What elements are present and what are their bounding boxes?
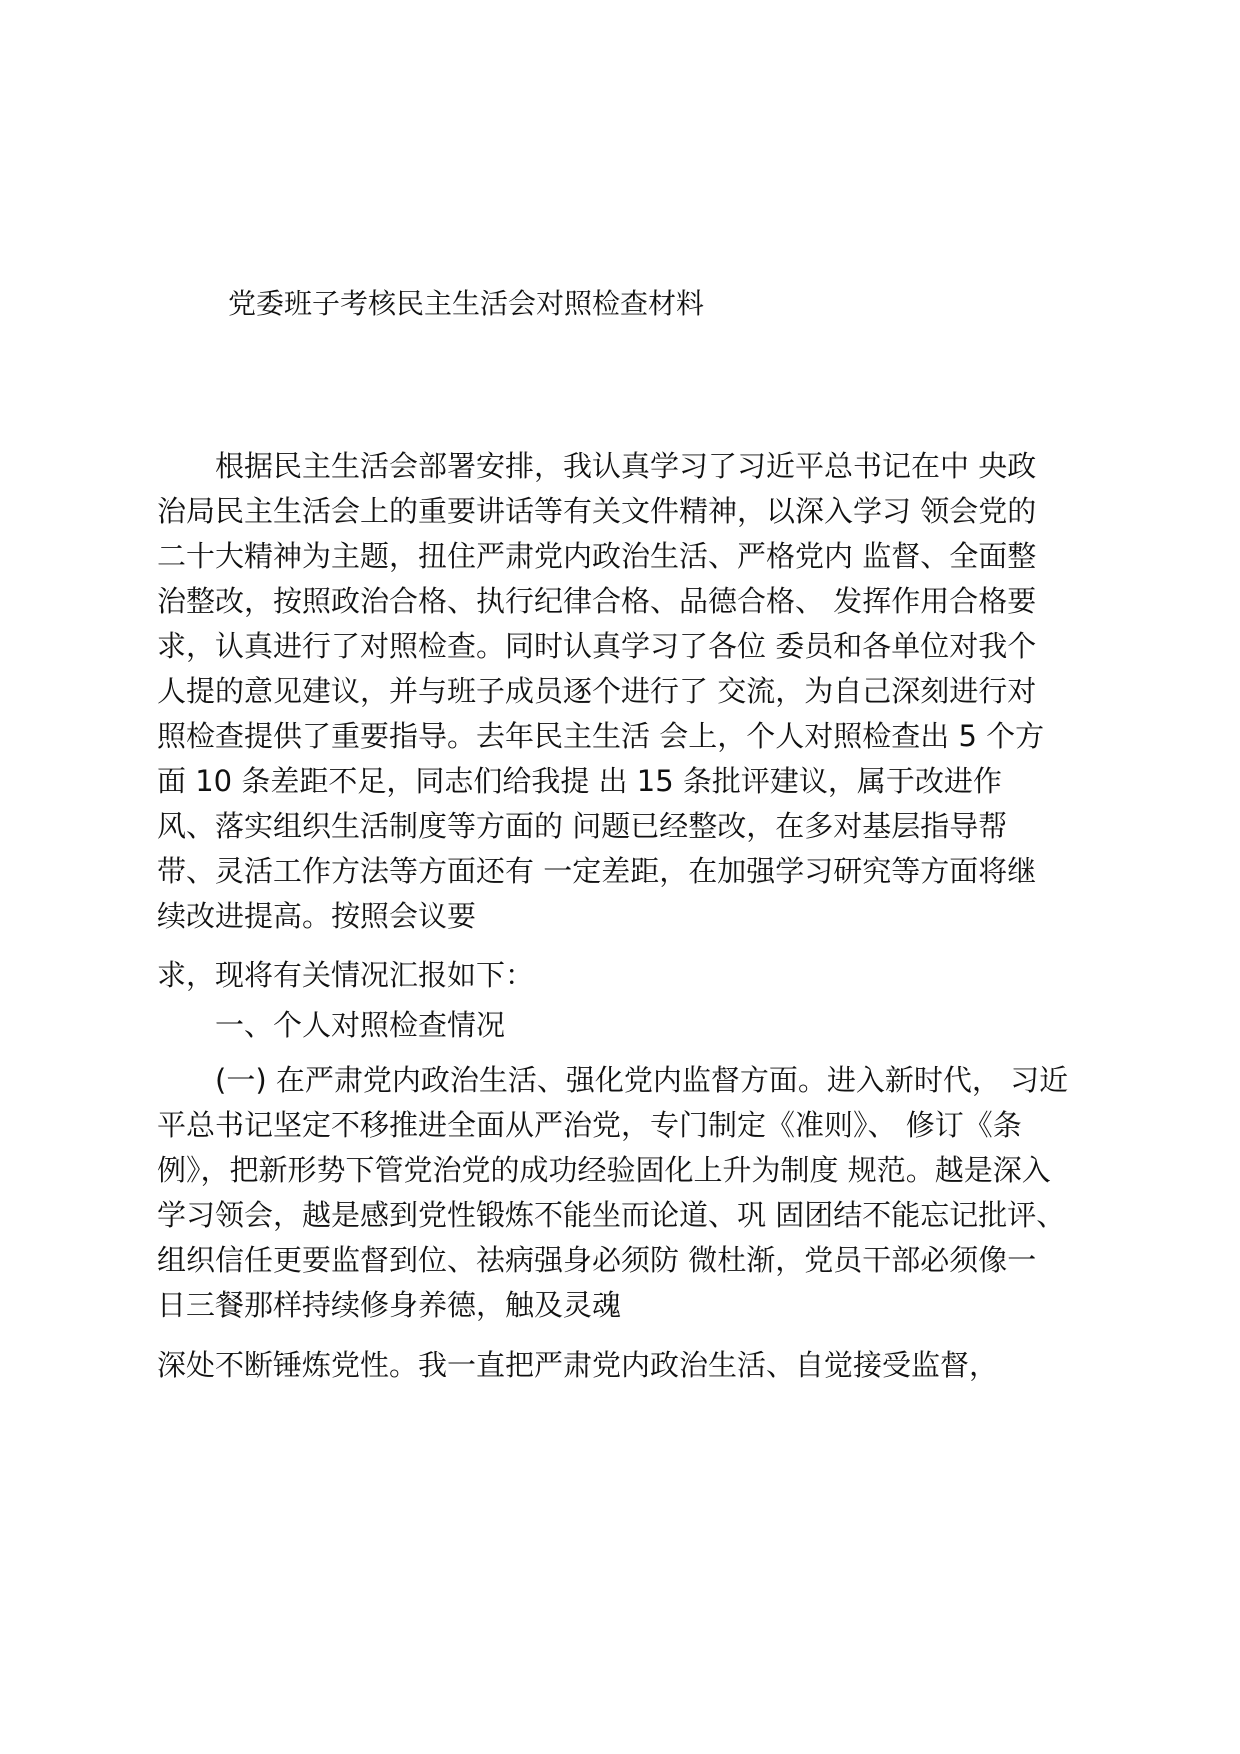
paragraph-line: (一) 在严肃党内政治生活、强化党内监督方面。进入新时代， 习近 [157, 1063, 1069, 1097]
paragraph-line: 学习领会，越是感到党性锻炼不能坐而论道、巩 固团结不能忘记批评、 [157, 1198, 1066, 1232]
paragraph-line: 二十大精神为主题，扭住严肃党内政治生活、严格党内 监督、全面整 [157, 539, 1037, 573]
paragraph-line: 续改进提高。按照会议要 [157, 899, 477, 933]
document-title: 党委班子考核民主生活会对照检查材料 [228, 287, 705, 320]
paragraph-line: 深处不断锤炼党性。我一直把严肃党内政治生活、自觉接受监督， [157, 1348, 999, 1382]
paragraph-line: 人提的意见建议，并与班子成员逐个进行了 交流，为自己深刻进行对 [157, 674, 1037, 708]
paragraph-line: 求，认真进行了对照检查。同时认真学习了各位 委员和各单位对我个 [157, 629, 1037, 663]
paragraph-line: 带、灵活工作方法等方面还有 一定差距，在加强学习研究等方面将继 [157, 854, 1037, 888]
paragraph-line: 面 10 条差距不足，同志们给我提 出 15 条批评建议，属于改进作 [157, 764, 1002, 798]
paragraph-line: 日三餐那样持续修身养德，触及灵魂 [157, 1288, 622, 1322]
section-heading: 一、个人对照检查情况 [157, 1008, 506, 1042]
paragraph-line: 求，现将有关情况汇报如下： [157, 958, 535, 992]
paragraph-line: 治局民主生活会上的重要讲话等有关文件精神，以深入学习 领会党的 [157, 494, 1037, 528]
paragraph-line: 平总书记坚定不移推进全面从严治党，专门制定《准则》、 修订《条 [157, 1108, 1022, 1142]
paragraph-line: 根据民主生活会部署安排，我认真学习了习近平总书记在中 央政 [157, 449, 1037, 483]
paragraph-line: 组织信任更要监督到位、祛病强身必须防 微杜渐，党员干部必须像一 [157, 1243, 1037, 1277]
paragraph-line: 照检查提供了重要指导。去年民主生活 会上，个人对照检查出 5 个方 [157, 719, 1045, 753]
paragraph-line: 例》，把新形势下管党治党的成功经验固化上升为制度 规范。越是深入 [157, 1153, 1051, 1187]
paragraph-line: 风、落实组织生活制度等方面的 问题已经整改，在多对基层指导帮 [157, 809, 1008, 843]
paragraph-line: 治整改，按照政治合格、执行纪律合格、品德合格、 发挥作用合格要 [157, 584, 1037, 618]
